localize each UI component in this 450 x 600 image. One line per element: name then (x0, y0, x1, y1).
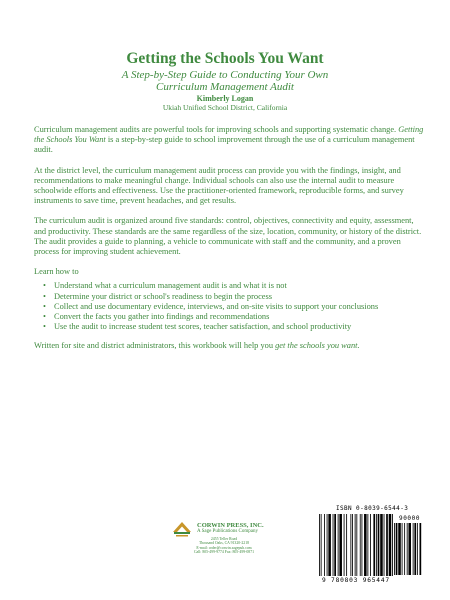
publisher-name: CORWIN PRESS, INC. (197, 522, 264, 529)
barcode-addon-image (394, 523, 422, 575)
barcode-image (319, 514, 393, 576)
audience-text: Written for site and district administrators, this workbook will help you (34, 341, 276, 351)
publisher-subtitle: A Sage Publications Company (197, 529, 258, 534)
list-item: • Use the audit to increase student test scores, teacher satisfaction, and school productivity (54, 322, 424, 332)
audience-emphasis: get the schools you want. (275, 341, 360, 351)
intro-text-b: is a step-by-step guide to school improvement through the use of a curriculum management audit. (34, 135, 415, 155)
list-item: • Convert the facts you gather into findings and recommendations (54, 312, 424, 322)
publisher-city: Thousand Oaks, CA 91320-2218 (199, 541, 249, 546)
intro-paragraph (34, 125, 424, 156)
learn-heading: Learn how to (34, 267, 79, 277)
isbn-label: ISBN 0-8039-6544-3 (336, 505, 409, 512)
list-item: • Collect and use documentary evidence, interviews, and on-site visits to support your conclusions (54, 302, 424, 312)
list-item: • Understand what a curriculum management audit is and what it is not (54, 281, 424, 291)
standards-paragraph: The curriculum audit is organized around five standards: control, objectives, connectivity and equity, assessment, and productivity. These standards are the same regardless of the size, location, community, or history of the district. The audit provides a guide to planning, a vehicle to communicate with staff and the community, and a proven process for improving student achievement. (34, 216, 422, 257)
intro-title-emphasis: Getting the Schools You Want (34, 125, 424, 145)
author-name: Kimberly Logan (196, 94, 254, 103)
ean-number: 9 780803 965447 (322, 577, 390, 584)
book-subtitle-line1: A Step-by-Step Guide to Conducting Your Own (121, 69, 329, 81)
learn-list (34, 281, 424, 332)
audience-paragraph (34, 341, 424, 351)
book-title: Getting the Schools You Want (126, 50, 324, 67)
description-body (34, 125, 424, 362)
publisher-address (179, 537, 269, 554)
book-subtitle-line2: Curriculum Management Audit (156, 81, 294, 93)
publisher-phone: Call: 805-499-9774 Fax: 805-499-0871 (193, 549, 254, 554)
publisher-street: 2455 Teller Road (210, 537, 238, 541)
cover-header (0, 50, 450, 112)
district-paragraph: At the district level, the curriculum management audit process can provide you with the findings, insight, and recommendations to make meaningful change. Individual schools can also use the internal audit to measure schoolwide efforts and effectiveness. Use the practitioner-oriented framework, reproducible forms, and survey instruments to save time, prevent headaches, and get results. (34, 165, 404, 206)
author-affiliation: Ukiah Unified School District, California (162, 103, 288, 112)
intro-text-a: Curriculum management audits are powerful tools for improving schools and supporting systematic change. (34, 125, 399, 134)
publisher-email: E-mail: order@corwin.sagepub.com (196, 545, 252, 550)
list-item: • Determine your district or school's readiness to begin the process (54, 292, 424, 302)
price-addon-number: 90000 (399, 515, 421, 522)
